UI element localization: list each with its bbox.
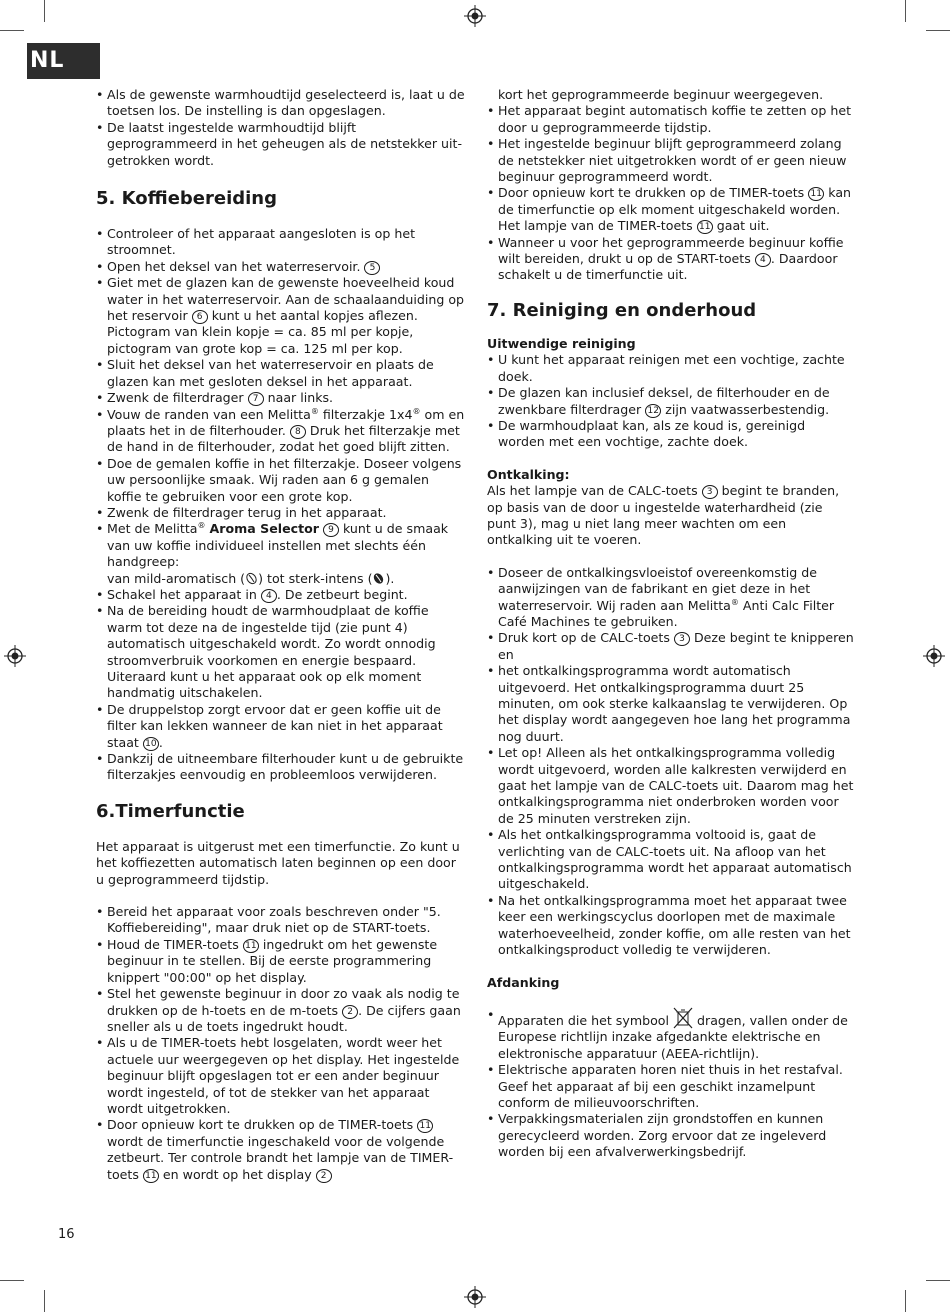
list-item: • Wanneer u voor het geprogrammeerde beginuur koffie wilt bereiden, drukt u op de START-toets 4 . Daardoor schakelt u de timerfunctie uit. bbox=[487, 235, 855, 284]
registration-mark-icon bbox=[4, 645, 26, 667]
section-heading-reiniging: 7. Reiniging en onderhoud bbox=[487, 299, 757, 321]
list-item: • Het apparaat begint automatisch koffie te zetten op het door u geprogrammeerde tijdstip. bbox=[487, 103, 855, 136]
ref-number: 6 bbox=[192, 310, 208, 324]
list-item: • Zwenk de filterdrager 7 naar links. bbox=[96, 390, 466, 406]
subheading-disposal: Afdanking bbox=[487, 974, 560, 990]
crop-mark bbox=[44, 1290, 45, 1312]
crop-mark bbox=[44, 0, 45, 22]
list-item: • Na de bereiding houdt de warmhoudplaat de koffie warm tot deze na de ingestelde tijd (zie punt 4) automatisch uitgeschakeld wordt. Zo wordt onnodig stroomverbruik voorkomen en energie bespaard. Uiteraard kunt u het apparaat ook op elk moment handmatig uitschakelen. bbox=[96, 603, 466, 701]
list-item: • Het ingestelde beginuur blijft geprogrammeerd zolang de netstekker niet uitgetrokken wordt of er geen nieuw beginuur geprogrammeerd wordt. bbox=[487, 136, 855, 185]
registration-mark-icon bbox=[923, 645, 945, 667]
ref-number: 10 bbox=[143, 737, 159, 751]
coffee-steps-list bbox=[96, 226, 466, 784]
list-item: • Doe de gemalen koffie in het filterzakje. Doseer volgens uw persoonlijke smaak. Wij raden aan 6 g gemalen koffie te gebruiken voor een grote kop. bbox=[96, 456, 466, 505]
timer-steps-list bbox=[96, 904, 466, 1183]
ref-number: 7 bbox=[248, 392, 264, 406]
list-item: • Zwenk de filterdrager terug in het apparaat. bbox=[96, 505, 466, 521]
ref-number: 3 bbox=[702, 485, 718, 499]
crop-mark bbox=[926, 1280, 950, 1281]
list-item: • Controleer of het apparaat aangesloten is op het stroomnet. bbox=[96, 226, 466, 259]
list-item: • Na het ontkalkingsprogramma moet het apparaat twee keer een werkingscyclus doorlopen met de maximale waterhoeveelheid, zonder koffie, om alle resten van het ontkalkingsproduct volledig te verwijderen. bbox=[487, 893, 855, 959]
mild-bean-icon bbox=[245, 572, 258, 585]
ref-number: 11 bbox=[417, 1119, 433, 1133]
list-item: • De laatst ingestelde warmhoudtijd blijft geprogrammeerd in het geheugen als de netstekker uitgetrokken wordt. bbox=[96, 120, 466, 169]
registration-mark-icon bbox=[464, 1286, 486, 1308]
list-item: • Bereid het apparaat voor zoals beschreven onder "5. Koffiebereiding", maar druk niet op de START-toets. bbox=[96, 904, 466, 937]
list-item: • Apparaten die het symbool dragen, vallen onder de Europese richtlijn inzake afgedankte elektrische en elektronische apparatuur (AEEA-richtlijn). bbox=[487, 1007, 855, 1062]
strong-bean-icon bbox=[372, 572, 385, 585]
list-item: • Doseer de ontkalkingsvloeistof overeenkomstig de aanwijzingen van de fabrikant en giet deze in het waterreservoir. Wij raden aan Melitta® Anti Calc Filter Café Machines te gebruiken. bbox=[487, 565, 855, 631]
subheading-outer-cleaning: Uitwendige reiniging bbox=[487, 335, 636, 351]
disposal-list bbox=[487, 1007, 855, 1161]
list-item: • De glazen kan inclusief deksel, de filterhouder en de zwenkbare filterdrager 12 zijn vaatwasserbestendig. bbox=[487, 385, 855, 418]
ref-number: 12 bbox=[645, 404, 661, 418]
list-item: • Vouw de randen van een Melitta® filterzakje 1x4® om en plaats het in de filterhouder. 8 Druk het filterzakje met de hand in de filterhouder, zodat het goed blijft zitten. bbox=[96, 407, 466, 456]
list-item: • U kunt het apparaat reinigen met een vochtige, zachte doek. bbox=[487, 352, 855, 385]
ref-number: 11 bbox=[808, 187, 824, 201]
ref-number: 11 bbox=[143, 1169, 159, 1183]
list-item: • Als de gewenste warmhoudtijd geselecteerd is, laat u de toetsen los. De instelling is dan opgeslagen. bbox=[96, 87, 466, 120]
crop-mark bbox=[905, 1290, 906, 1312]
list-item: • Druk kort op de CALC-toets 3 Deze begint te knipperen en bbox=[487, 630, 855, 663]
list-item: • Dankzij de uitneembare filterhouder kunt u de gebruikte filterzakjes eenvoudig en probleemloos verwijderen. bbox=[96, 751, 466, 784]
descaling-intro: Als het lampje van de CALC-toets 3 begint te branden, op basis van de door u ingestelde waterhardheid (zie punt 3), mag u niet lang meer wachten om een ontkalking uit te voeren. bbox=[487, 483, 840, 548]
list-item: • Stel het gewenste beginuur in door zo vaak als nodig te drukken op de h-toets en de m-toets 2 . De cijfers gaan sneller als u de toets ingedrukt houdt. bbox=[96, 986, 466, 1035]
subheading-descaling: Ontkalking: bbox=[487, 466, 570, 482]
list-item: • Schakel het apparaat in 4 . De zetbeurt begint. bbox=[96, 587, 466, 603]
timer-intro: Het apparaat is uitgerust met een timerfunctie. Zo kunt u het koffiezetten automatisch laten beginnen op een door u geprogrammeerd tijdstip. bbox=[96, 838, 460, 887]
ref-number: 5 bbox=[364, 261, 380, 275]
ref-number: 3 bbox=[674, 632, 690, 646]
intro-list bbox=[96, 87, 466, 169]
list-item: • De druppelstop zorgt ervoor dat er geen koffie uit de filter kan lekken wanneer de kan niet in het apparaat staat 10 . bbox=[96, 702, 466, 751]
right-column bbox=[487, 87, 855, 1161]
crop-mark bbox=[926, 30, 950, 31]
ref-number: 9 bbox=[323, 523, 339, 537]
page-number: 16 bbox=[58, 1227, 75, 1242]
ref-number: 2 bbox=[342, 1005, 358, 1019]
ref-number: 4 bbox=[755, 253, 771, 267]
ref-number: 11 bbox=[243, 939, 259, 953]
ref-number: 8 bbox=[290, 425, 306, 439]
section-heading-koffiebereiding: 5. Koffiebereiding bbox=[96, 188, 278, 210]
list-item: • Als u de TIMER-toets hebt losgelaten, wordt weer het actuele uur weergegeven op het display. Het ingestelde beginuur blijft opgeslagen tot er een ander beginuur wordt ingesteld, of tot de stekker van het apparaat wordt uitgetrokken. bbox=[96, 1035, 466, 1117]
list-item: • Door opnieuw kort te drukken op de TIMER-toets 11 kan de timerfunctie op elk moment uitgeschakeld worden. Het lampje van de TIMER-toets 11 gaat uit. bbox=[487, 185, 855, 234]
list-item: • Open het deksel van het waterreservoir. 5 bbox=[96, 259, 466, 275]
cleaning-list bbox=[487, 352, 855, 450]
section-heading-timerfunctie: 6.Timerfunctie bbox=[96, 800, 245, 822]
ref-number: 2 bbox=[316, 1169, 332, 1183]
crop-mark bbox=[905, 0, 906, 22]
list-item: • Door opnieuw kort te drukken op de TIMER-toets 11 wordt de timerfunctie ingeschakeld voor de volgende zetbeurt. Ter controle brandt het lampje van de TIMER-toets 11 en wordt op het display 2 bbox=[96, 1117, 466, 1183]
ref-number: 4 bbox=[261, 589, 277, 603]
list-item: • Sluit het deksel van het waterreservoir en plaats de glazen kan met gesloten deksel in het apparaat. bbox=[96, 357, 466, 390]
list-item: • Houd de TIMER-toets 11 ingedrukt om het gewenste beginuur in te stellen. Bij de eerste programmering knippert "00:00" op het display. bbox=[96, 937, 466, 986]
timer-steps-list-cont bbox=[487, 103, 855, 283]
list-item: • Giet met de glazen kan de gewenste hoeveelheid koud water in het waterreservoir. Aan de schaalaanduiding op het reservoir 6 kunt u het aantal kopjes aflezen. Pictogram van klein kopje = ca. 85 ml per kopje, pictogram van grote kop = ca. 125 ml per kop. bbox=[96, 275, 466, 357]
list-item: • De warmhoudplaat kan, als ze koud is, gereinigd worden met een vochtige, zachte doek. bbox=[487, 418, 855, 451]
crossed-bin-icon bbox=[673, 1007, 693, 1029]
language-tab: NL bbox=[27, 43, 100, 79]
crop-mark bbox=[0, 30, 24, 31]
ref-number: 11 bbox=[697, 220, 713, 234]
list-item: • Met de Melitta® Aroma Selector 9 kunt u de smaak van uw koffie individueel instellen met slechts één handgreep: van mild-aromatisch ( ) tot sterk-intens ( ). bbox=[96, 521, 466, 587]
crop-mark bbox=[0, 1280, 24, 1281]
descaling-list bbox=[487, 565, 855, 959]
registration-mark-icon bbox=[464, 5, 486, 27]
list-item: • Als het ontkalkingsprogramma voltooid is, gaat de verlichting van de CALC-toets uit. Na afloop van het ontkalkingsprogramma wordt het apparaat automatisch uitgeschakeld. bbox=[487, 827, 855, 893]
list-item: • Elektrische apparaten horen niet thuis in het restafval. Geef het apparaat af bij een geschikt inzamelpunt conform de milieuvoorschriften. bbox=[487, 1062, 855, 1111]
list-item: • het ontkalkingsprogramma wordt automatisch uitgevoerd. Het ontkalkingsprogramma duurt 25 minuten, om ook sterke kalkaanslag te verwijderen. Op het display wordt aangegeven hoe lang het programma nog duurt. bbox=[487, 663, 855, 745]
timer-continuation: kort het geprogrammeerde beginuur weergegeven. bbox=[498, 87, 824, 102]
list-item: • Let op! Alleen als het ontkalkingsprogramma volledig wordt uitgevoerd, worden alle kalkresten verwijderd en gaat het lampje van de CALC-toets uit. Daarom mag het ontkalkingsprogramma niet onderbroken worden voor de 25 minuten verstreken zijn. bbox=[487, 745, 855, 827]
left-column bbox=[96, 87, 466, 1183]
list-item: • Verpakkingsmaterialen zijn grondstoffen en kunnen gerecycleerd worden. Zorg ervoor dat ze ingeleverd worden bij een afvalverwerkingsbedrijf. bbox=[487, 1111, 855, 1160]
